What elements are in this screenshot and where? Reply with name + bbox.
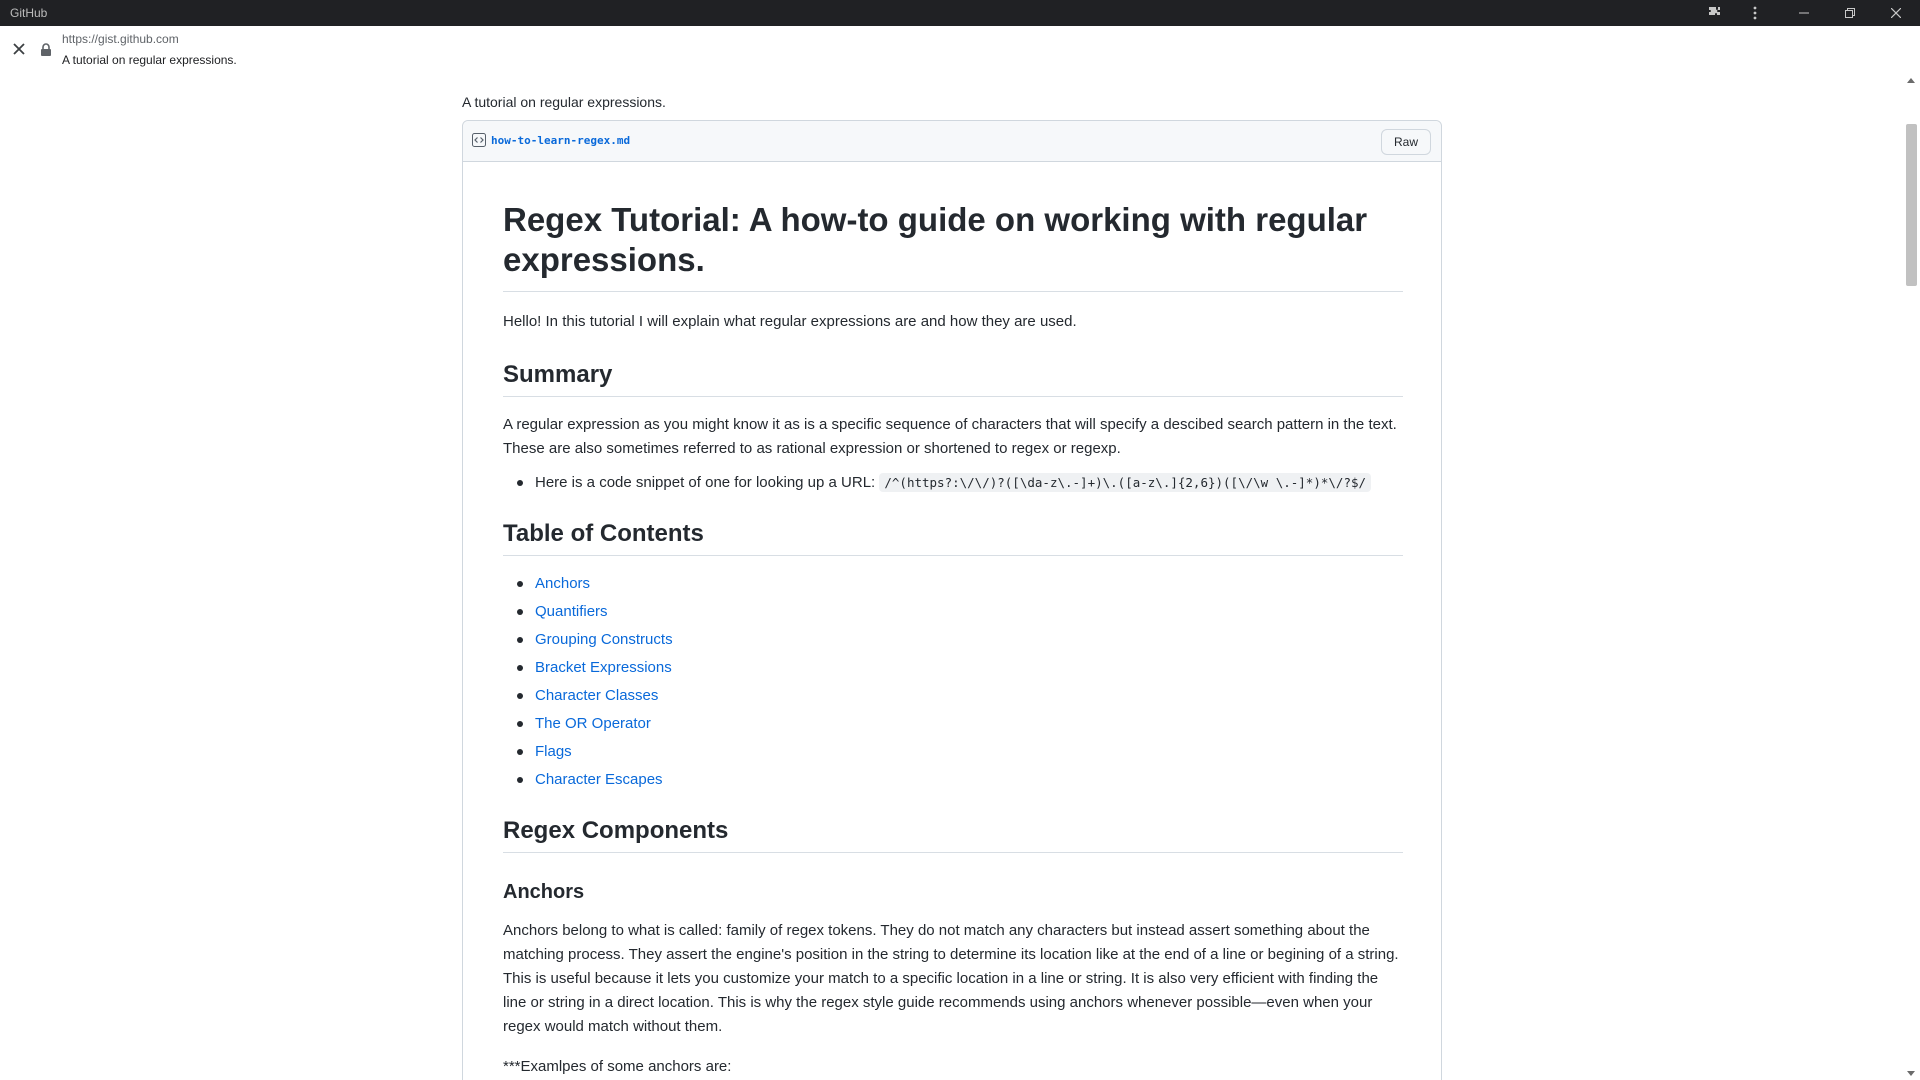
minimize-icon[interactable] <box>1784 0 1824 26</box>
toc-item <box>503 766 1403 794</box>
toc-item <box>503 654 1403 682</box>
markdown-body <box>503 162 1403 1079</box>
scrollbar-thumb[interactable] <box>1906 124 1917 286</box>
vertical-scrollbar[interactable] <box>1903 74 1920 1080</box>
toc-item <box>503 738 1403 766</box>
file-header <box>463 121 1441 162</box>
toc-link-or-operator[interactable]: The OR Operator <box>535 715 651 732</box>
restore-icon[interactable] <box>1830 0 1870 26</box>
window-title: GitHub <box>10 6 48 20</box>
toc-link-quantifiers[interactable]: Quantifiers <box>535 603 608 620</box>
snippet-code: /^(https?:\/\/)?([\da-z\.-]+)\.([a-z\.]{2,6})([\/\w \.-]*)*\/?$/ <box>879 473 1371 492</box>
list-item <box>503 469 1403 497</box>
raw-button[interactable]: Raw <box>1381 129 1431 155</box>
anchors-heading: Anchors <box>503 881 585 903</box>
intro-paragraph: Hello! In this tutorial I will explain what regular expressions are and how they are used. <box>503 313 1077 330</box>
toc-item <box>503 626 1403 654</box>
toc-link-flags[interactable]: Flags <box>535 743 572 760</box>
url-text[interactable]: https://gist.github.com <box>62 32 179 46</box>
toc-link-anchors[interactable]: Anchors <box>535 575 591 592</box>
anchors-paragraph: Anchors belong to what is called: family of regex tokens. They do not match any characters but instead assert something about the matching process. They assert the engine's position in the string to determine its location like at the end of a line or begining of a string. This is useful because it lets you customize your match to a specific location in a line or string. It is also very efficient with finding the line or string in a direct location. This is why the regex style guide recommends using anchors whenever possible—even when your regex would match without them. <box>503 922 1399 1035</box>
file-name-link[interactable]: how-to-learn-regex.md <box>491 134 631 147</box>
gist-file-box <box>462 120 1442 1080</box>
close-icon[interactable] <box>10 40 28 58</box>
article-title: Regex Tutorial: A how-to guide on working with regular expressions. <box>503 200 1403 292</box>
summary-heading: Summary <box>503 360 1403 397</box>
toc-item <box>503 682 1403 710</box>
summary-list <box>503 469 1403 497</box>
page-title-small: A tutorial on regular expressions. <box>62 53 237 67</box>
toc-link-grouping-constructs[interactable]: Grouping Constructs <box>535 631 673 648</box>
toc-item <box>503 598 1403 626</box>
toc-item <box>503 710 1403 738</box>
gist-description: A tutorial on regular expressions. <box>462 94 666 110</box>
toc-list <box>503 570 1403 794</box>
more-menu-icon[interactable] <box>1735 0 1775 26</box>
scroll-up-arrow-icon[interactable] <box>1907 78 1915 83</box>
snippet-text: Here is a code snippet of one for looking up a URL: <box>535 474 876 491</box>
toc-link-bracket-expressions[interactable]: Bracket Expressions <box>535 659 672 676</box>
examples-paragraph: ***Examlpes of some anchors are: <box>503 1058 732 1075</box>
components-heading: Regex Components <box>503 816 1403 853</box>
toc-link-character-classes[interactable]: Character Classes <box>535 687 659 704</box>
window-titlebar <box>0 0 1920 26</box>
toc-heading: Table of Contents <box>503 519 1403 556</box>
toc-item <box>503 570 1403 598</box>
close-window-icon[interactable] <box>1876 0 1916 26</box>
extensions-icon[interactable] <box>1695 0 1735 26</box>
lock-icon <box>40 43 52 57</box>
toc-link-character-escapes[interactable]: Character Escapes <box>535 771 663 788</box>
scroll-down-arrow-icon[interactable] <box>1907 1071 1915 1076</box>
code-file-icon <box>472 133 486 147</box>
address-strip <box>0 26 1920 74</box>
summary-paragraph: A regular expression as you might know it as is a specific sequence of characters that will specify a descibed search pattern in the text. These are also sometimes referred to as rational expression or shortened to regex or regexp. <box>503 416 1397 457</box>
